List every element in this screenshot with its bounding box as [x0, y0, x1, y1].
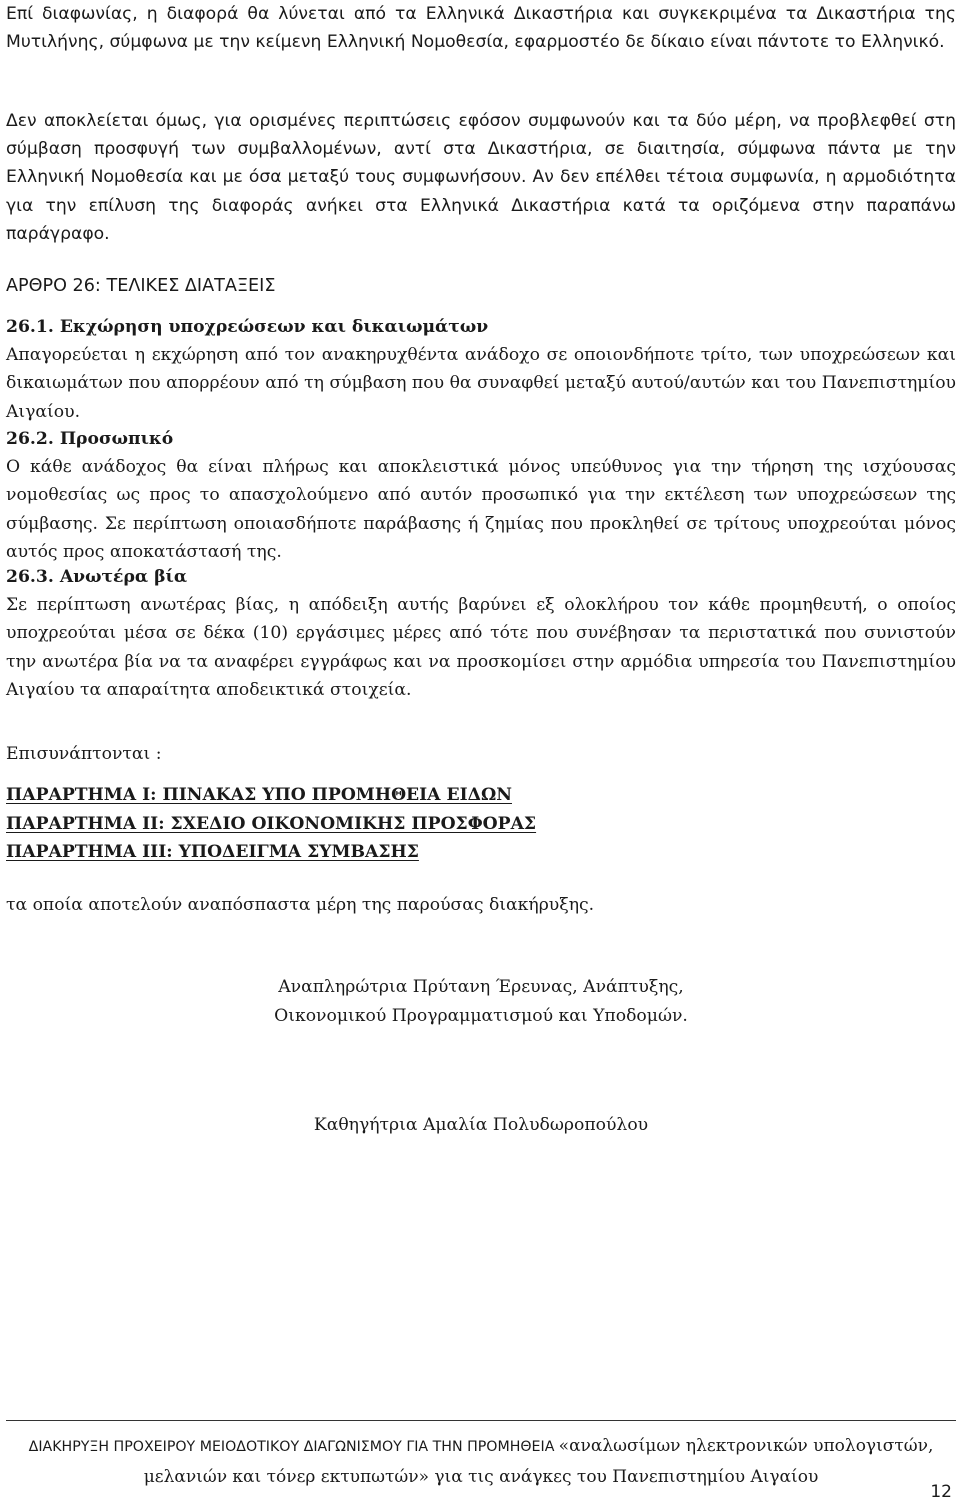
- section-heading: 26.1. Εκχώρηση υποχρεώσεων και δικαιωμάτων: [6, 317, 489, 337]
- annex-list: [6, 781, 536, 867]
- article-title: ΑΡΘΡΟ 26: ΤΕΛΙΚΕΣ ΔΙΑΤΑΞΕΙΣ: [6, 276, 276, 296]
- section-text: Απαγορεύεται η εκχώρηση από τον ανακηρυχθέντα ανάδοχο σε οποιονδήποτε τρίτο, των υποχρεώσεων και δικαιωμάτων που απορρέουν από τη σύμβαση που θα συναφθεί μεταξύ αυτού/αυτών και του Πανεπιστημίου Αιγαίου.: [6, 345, 956, 422]
- annex-item: ΠΑΡΑΡΤΗΜΑ Ι: ΠΙΝΑΚΑΣ ΥΠΟ ΠΡΟΜΗΘΕΙΑ ΕΙΔΩΝ: [6, 785, 512, 805]
- section-26-1: [6, 313, 956, 426]
- footer-title-text: «αναλωσίμων ηλεκτρονικών υπολογιστών, μελανιών και τόνερ εκτυπωτών» για τις ανάγκες του Πανεπιστημίου Αιγαίου: [143, 1436, 934, 1487]
- section-26-2: [6, 425, 956, 566]
- annex-item: ΠΑΡΑΡΤΗΜΑ ΙΙΙ: ΥΠΟΔΕΙΓΜΑ ΣΥΜΒΑΣΗΣ: [6, 842, 419, 863]
- signatory-role-line: Οικονομικού Προγραμματισμού και Υποδομών.: [274, 1006, 688, 1026]
- integral-parts-text: τα οποία αποτελούν αναπόσπαστα μέρη της παρούσας διακήρυξης.: [6, 895, 595, 915]
- attachments-label: Επισυνάπτονται :: [6, 744, 162, 764]
- signatory-role-line: Αναπληρώτρια Πρύτανη Έρευνας, Ανάπτυξης,: [278, 977, 684, 997]
- signatory-name: Καθηγήτρια Αμαλία Πολυδωροπούλου: [313, 1115, 649, 1135]
- page-number: 12: [930, 1482, 952, 1502]
- section-text: Ο κάθε ανάδοχος θα είναι πλήρως και αποκλειστικά μόνος υπεύθυνος για την τήρηση της ισχύουσας νομοθεσίας ως προς το απασχολούμενο από αυτόν προσωπικό για την εκτέλεση των υποχρεώσεων της σύμβασης. Σε περίπτωση οποιασδήποτε παράβασης ή ζημίας που προκληθεί σε τρίτους υποχρεούται μόνος αυτός προς αποκατάστασή της.: [6, 457, 956, 562]
- page-footer: [6, 1431, 956, 1492]
- footer-divider: [6, 1420, 956, 1421]
- paragraph-jurisdiction: Επί διαφωνίας, η διαφορά θα λύνεται από τα Ελληνικά Δικαστήρια και συγκεκριμένα τα Δικαστήρια της Μυτιλήνης, σύμφωνα με την κείμενη Ελληνική Νομοθεσία, εφαρμοστέο δε δίκαιο είναι πάντοτε το Ελληνικό.: [6, 4, 956, 53]
- paragraph-arbitration: Δεν αποκλείεται όμως, για ορισμένες περιπτώσεις εφόσον συμφωνούν και τα δύο μέρη, να προβλεφθεί στη σύμβαση προσφυγή των συμβαλλομένων, αντί στα Δικαστήρια, σε διαιτησία, σύμφωνα πάντα με την Ελληνική Νομοθεσία και με όσα μεταξύ τους συμφωνήσουν. Αν δεν επέλθει τέτοια συμφωνία, η αρμοδιότητα για την επίλυση της διαφοράς ανήκει στα Ελληνικά Δικαστήρια κατά τα οριζόμενα στην παραπάνω παράγραφο.: [6, 111, 956, 244]
- section-heading: 26.3. Ανωτέρα βία: [6, 567, 188, 587]
- footer-caps-text: ΔΙΑΚΗΡΥΞΗ ΠΡΟΧΕΙΡΟΥ ΜΕΙΟΔΟΤΙΚΟΥ ΔΙΑΓΩΝΙΣΜΟΥ ΓΙΑ ΤΗΝ ΠΡΟΜΗΘΕΙΑ: [28, 1439, 555, 1455]
- section-26-3: [6, 563, 956, 704]
- section-heading: 26.2. Προσωπικό: [6, 429, 174, 449]
- signatory-role: [6, 973, 956, 1031]
- annex-item: ΠΑΡΑΡΤΗΜΑ ΙΙ: ΣΧΕΔΙΟ ΟΙΚΟΝΟΜΙΚΗΣ ΠΡΟΣΦΟΡΑΣ: [6, 813, 537, 834]
- section-text: Σε περίπτωση ανωτέρας βίας, η απόδειξη αυτής βαρύνει εξ ολοκλήρου τον κάθε προμηθευτή, ο οποίος υποχρεούται μέσα σε δέκα (10) εργάσιμες μέρες από τότε που συνέβησαν τα περιστατικά που συνιστούν την ανωτέρα βία να τα αναφέρει εγγράφως και να προσκομίσει στην αρμόδια υπηρεσία του Πανεπιστημίου Αιγαίου τα απαραίτητα αποδεικτικά στοιχεία.: [6, 595, 956, 700]
